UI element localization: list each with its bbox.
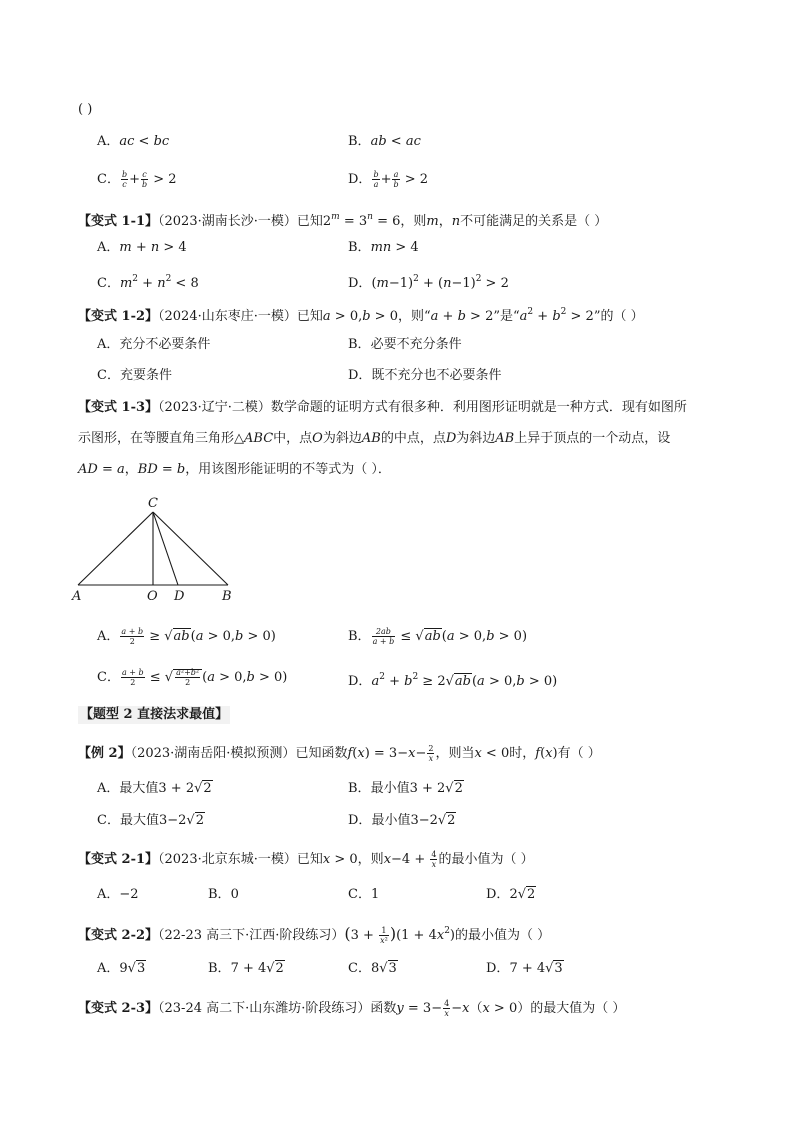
v11-option-b: B．mn > 4 (348, 240, 419, 255)
v12-option-d: D．既不充分也不必要条件 (348, 368, 502, 383)
v13-option-d: D．$a^2 + b^2 \ge 2√ab(a > 0,b > 0)$ (348, 672, 558, 689)
q1-option-c: C． $\frac{b}{c}$ + $\frac{c}{b}$ > 2 (97, 170, 177, 189)
label-d: D (174, 589, 185, 604)
v11-option-d: D．$(m-1)^2 + (n-1)^2 > 2$ (348, 274, 509, 291)
ex2-option-a: A．最大值3 + 2√2 (97, 781, 212, 796)
type-2-header: 【题型 2 直接法求最值】 (80, 707, 229, 722)
label-o: O (147, 589, 158, 604)
label-a: A (72, 589, 82, 604)
v13-option-c: C． $\frac{a + b}{2}$ ≤ √ $\frac{\text{a²+b²}}{2}$ (a > 0,b > 0) (97, 668, 288, 687)
triangle-figure (68, 492, 248, 604)
v22-option-a: A．9√3 (97, 961, 146, 976)
v11-option-a: A．m + n > 4 (97, 240, 187, 255)
ex2-option-c: C．最大值3−2√2 (97, 813, 204, 828)
label-c: C (148, 496, 158, 511)
question-paren: ( ) (78, 102, 93, 117)
variant-1-2-stem: 【变式 1-2】（2024·山东枣庄·一模）已知a > 0,b > 0，则“a + b > 2”是“$a^2 + b^2 > 2$”的（ ） (78, 307, 644, 324)
v21-option-a: A．−2 (97, 887, 139, 902)
variant-2-1-stem: 【变式 2-1】（2023·北京东城·一模）已知x > 0，则x−4 + $\frac{4}{x}$ 的最小值为（ ） (78, 850, 534, 869)
example-2-stem: 【例 2】（2023·湖南岳阳·模拟预测）已知函数f(x) = 3−x− $\frac{2}{x}$ ，则当x < 0时，f(x)有（ ） (78, 744, 601, 763)
v21-option-d: D．2√2 (486, 887, 536, 902)
variant-1-3-line1: 【变式 1-3】（2023·辽宁·二模）数学命题的证明方式有很多种．利用图形证明就是一种方式．现有如图所 (78, 400, 687, 415)
variant-2-2-stem: 【变式 2-2】（22-23 高三下·江西·阶段练习）(3 + $\frac{1}{\text{x²}}$ )$(1 + 4x^2)$的最小值为（ ） (78, 924, 551, 945)
v22-option-c: C．8√3 (348, 961, 397, 976)
v22-option-b: B．7 + 4√2 (208, 961, 284, 976)
variant-2-3-stem: 【变式 2-3】（23-24 高二下·山东潍坊·阶段练习）函数y = 3− $\frac{4}{x}$ −x（x > 0）的最大值为（ ） (78, 999, 626, 1018)
label-b: B (222, 589, 232, 604)
v21-option-c: C．1 (348, 887, 380, 902)
ex2-option-d: D．最小值3−2√2 (348, 813, 456, 828)
v13-option-b: B． $\frac{2ab}{a + b}$ ≤ √ab(a > 0,b > 0) (348, 627, 528, 646)
v21-option-b: B．0 (208, 887, 239, 902)
variant-1-3-line2: 示图形，在等腰直角三角形△ABC中，点O为斜边AB的中点，点D为斜边AB上异于顶点的一个动点，设 (78, 431, 671, 446)
v22-option-d: D．7 + 4√3 (486, 961, 563, 976)
v13-option-a: A． $\frac{a + b}{2}$ ≥ √ab(a > 0,b > 0) (97, 627, 276, 646)
v12-option-c: C．充要条件 (97, 368, 172, 383)
variant-1-3-line3: AD = a，BD = b，用该图形能证明的不等式为（ ）． (78, 462, 391, 477)
q1-option-b: B．ab < ac (348, 134, 421, 149)
q1-option-a: A．ac < bc (97, 134, 170, 149)
variant-1-1-stem: 【变式 1-1】（2023·湖南长沙·一模）已知$2^m = 3^n = 6$，则m，n不可能满足的关系是（ ） (78, 212, 608, 229)
v11-option-c: C．$m^2 + n^2 < 8$ (97, 274, 199, 291)
v12-option-b: B．必要不充分条件 (348, 337, 462, 352)
v12-option-a: A．充分不必要条件 (97, 337, 211, 352)
ex2-option-b: B．最小值3 + 2√2 (348, 781, 463, 796)
q1-option-d: D． $\frac{b}{a}$ + $\frac{a}{b}$ > 2 (348, 170, 429, 189)
